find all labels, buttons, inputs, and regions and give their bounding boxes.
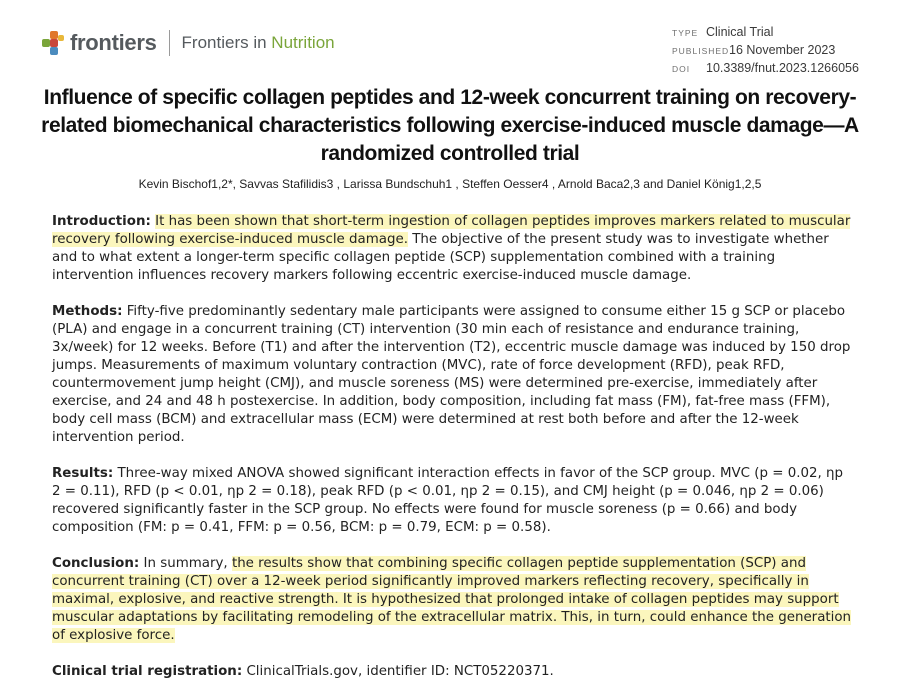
registration-label: Clinical trial registration: (52, 664, 243, 679)
logo-divider (169, 30, 170, 56)
meta-published (672, 42, 859, 60)
conclusion-label: Conclusion: (52, 556, 140, 571)
meta-doi (672, 60, 859, 78)
article-header (0, 0, 900, 80)
meta-doi-label: DOI (672, 64, 691, 74)
meta-doi-value[interactable]: 10.3389/fnut.2023.1266056 (706, 61, 859, 75)
abstract-results (52, 465, 852, 537)
abstract-registration (52, 663, 852, 681)
journal-logo[interactable] (42, 30, 335, 56)
abstract-introduction (52, 213, 852, 285)
conclusion-prefix: In summary, (139, 556, 232, 571)
author-list: Kevin Bischof1,2*, Savvas Stafilidis3 , Larissa Bundschuh1 , Steffen Oesser4 , Arnold Baca2,3 and Daniel König1,2,5 (138, 177, 762, 191)
article-title: Influence of specific collagen peptides and 12-week concurrent training on recovery-related biomechanical characteristics following exercise-induced muscle damage—A randomized controlled trial (41, 86, 859, 165)
meta-type-label: TYPE (672, 28, 699, 38)
registration-text: ClinicalTrials.gov, identifier ID: NCT05220371. (242, 664, 554, 679)
meta-published-value: 16 November 2023 (729, 43, 836, 57)
meta-type (672, 24, 859, 42)
introduction-text: The objective of the present study was to investigate whether and to what extent a longer-term specific collagen peptide (SCP) supplementation combined with a training intervention influences recovery markers following eccentric exercise-induced muscle damage. (52, 232, 829, 283)
methods-label: Methods: (52, 304, 123, 319)
brand-name: frontiers (70, 30, 157, 55)
methods-text: Fifty-five predominantly sedentary male participants were assigned to consume either 15 g SCP or placebo (PLA) and engage in a concurrent training (CT) intervention (30 min each of resistance and endurance training, 3x/week) for 12 weeks. Before (T1) and after the intervention (T2), eccentric muscle damage was induced by 150 drop jumps. Measurements of maximum voluntary contraction (MVC), rate of force development (RFD), peak RFD, countermovement jump height (CMJ), and muscle soreness (MS) were determined pre-exercise, immediately after exercise, and 24 and 48 h postexercise. In addition, body composition, including fat mass (FM), fat-free mass (FFM), body cell mass (BCM) and extracellular mass (ECM) were determined at rest both before and after the 12-week intervention period. (52, 304, 851, 445)
results-text: Three-way mixed ANOVA showed significant interaction effects in favor of the SCP group. MVC (p = 0.02, ηp 2 = 0.11), RFD (p < 0.01, ηp 2 = 0.18), peak RFD (p < 0.01, ηp 2 = 0.15), and CMJ height (p = 0.046, ηp 2 = 0.06) recovered significantly faster in the SCP group. No effects were found for muscle soreness (p = 0.66) and body composition (FM: p = 0.41, FFM: p = 0.56, BCM: p = 0.79, ECM: p = 0.58). (52, 466, 844, 535)
results-label: Results: (52, 466, 114, 481)
journal-name (182, 33, 335, 53)
journal-prefix: Frontiers in (181, 33, 272, 52)
abstract-conclusion (52, 555, 852, 645)
meta-type-value: Clinical Trial (706, 25, 774, 39)
journal-field: Nutrition (271, 33, 335, 52)
introduction-highlight: It has been shown that short-term ingestion of collagen peptides improves markers related to muscular recovery following exercise-induced muscle damage. (52, 214, 851, 247)
meta-published-label: PUBLISHED (672, 46, 730, 56)
abstract (52, 213, 852, 699)
article-meta (672, 24, 859, 78)
conclusion-highlight: the results show that combining specific collagen peptide supplementation (SCP) and concurrent training (CT) over a 12-week period significantly improved markers reflecting recovery, specifically in maximal, explosive, and reactive strength. It is hypothesized that prolonged intake of collagen peptides may support muscular adaptations by facilitating remodeling of the extracellular matrix. This, in turn, could enhance the generation of explosive force. (52, 556, 852, 643)
introduction-label: Introduction: (52, 214, 151, 229)
abstract-methods (52, 303, 852, 447)
frontiers-logo-icon (42, 31, 66, 55)
